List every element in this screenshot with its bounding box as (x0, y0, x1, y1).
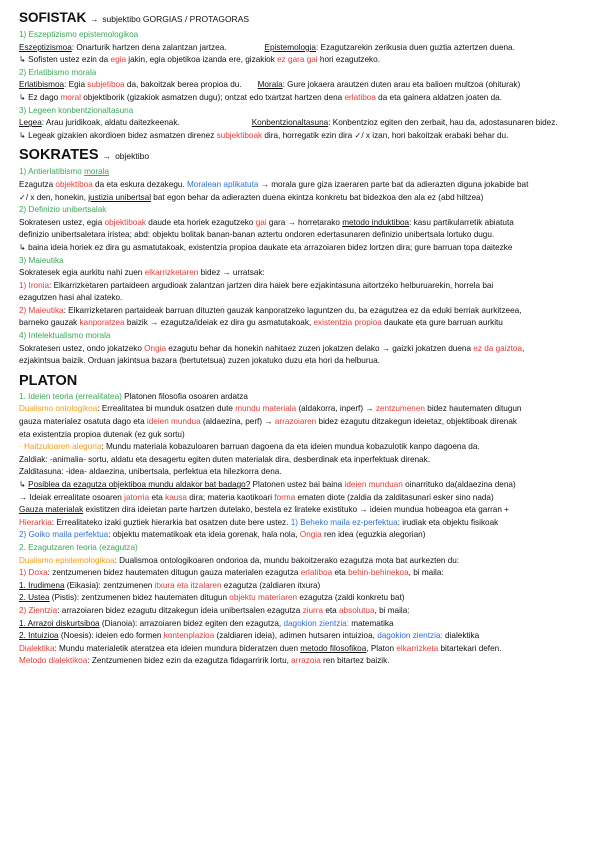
platon-line: gauza materialez osatuta dago eta ideien mundua (aldaezina, perf) → arrazoiaren bidez ezagutu ditzakegun ideietaz, objektiboak direnak (19, 417, 517, 427)
sokrates-line: Sokratesen ustez, ondo jokatzeko Ongia ezagutu behar da honekin nahitaez zuzen jokatzen delako → gaizki jokatzen duena ez da gaiztoa, (19, 343, 525, 353)
sokrates-line: ezagutzen hasi ahal izateko. (19, 293, 123, 303)
sofistak-line: Erlatibismoa: Egia subjetiboa da, bakoitzak berea propioa du. Morala: Gure jokaera arautzen duten arau eta balioen multzoa (ohiturak) (19, 80, 521, 90)
sokrates-line: Sokratesen ustez, egia objektiboak daude eta horiek ezagutzeko gai gara → horretarako metodo induktiboa: kasu partikularretik abiatuta (19, 217, 514, 227)
platon-line: Hierarkia: Errealitateko izaki guztiek hierarkia bat osatzen dute bere ustez. 1) Beheko maila ez-perfektua: irudiak eta objektu fisikoak (19, 517, 499, 527)
sofistak-subtitle: subjektibo GORGIAS / PROTAGORAS (102, 14, 250, 24)
sokrates-line: definizio unibertsaletara iristea; abd: objektu bolitak banan-banan aztertu ondoren edertasunaren definizio unibertsala lortuko dugu. (19, 230, 495, 240)
heading-sokrates (19, 147, 585, 164)
sofistak-arrow: → (90, 14, 99, 24)
platon-line: eta existentzia propioa dutenak (ez guk sortu) (19, 429, 185, 439)
platon-line: Dualismo epistemologikoa: Dualismoa ontologikoaren ondorioa da, mundu bakoitzerako ezagutza mota bat aurkezten du: (19, 555, 460, 565)
sokrates-subtitle: objektibo (115, 151, 150, 162)
sokrates-section-3: 3) Maieutika (19, 255, 64, 265)
sofistak-line: ↳ Ez dago moral objektiborik (gizakiok asmatzen dugu); ontzat edo txartzat hartzen dena erlatiboa da eta gainera aldatzen joaten da. (19, 92, 502, 102)
platon-line: 2) Zientzia: arrazoiaren bidez ezagutu ditzakegun ideia unibertsalen ezagutza ziurra eta absolutua, bi maila: (19, 605, 410, 615)
platon-line: Gauza materialak existitzen dira ideietan parte hartzen dutelako, bestela ez lirateke existituko → ideien mundua hobeagoa eta garran + (19, 505, 509, 515)
platon-section-1: 1. Ideien teoria (errealitatea) Platonen filosofia osoaren ardatza (19, 391, 248, 401)
sokrates-section-4: 4) Intelektualismo morala (19, 331, 111, 341)
platon-line: Metodo dialektikoa: Zentzumenen bidez ezin da ezagutza fidagarririk lortu, arrazoia ren bitartez baizik. (19, 656, 390, 666)
sofistak-line: Eszeptizismoa: Onarturik hartzen dena zalantzan jartzea. Epistemologia: Ezagutzarekin zerikusia duen guztia aztertzen duena. (19, 42, 515, 52)
sokrates-title: SOKRATES (19, 147, 99, 164)
sofistak-section-2: 2) Erlatibismo morala (19, 67, 97, 77)
sofistak-line: Legea: Arau juridikoak, aldatu daitezkeenak. Konbentzionaltasuna: Konbentzioz egiten den zerbait, hau da, adostasunaren bidez. (19, 118, 558, 128)
platon-line: 1. Irudimena (Eikasia): zentzumenen itxura eta itzalaren ezagutza (zaldiaren itxura) (19, 580, 321, 590)
document-page (19, 10, 585, 668)
sokrates-section-1: 1) Antierlatibismo morala (19, 167, 110, 177)
heading-sofistak (19, 10, 585, 27)
platon-line: 1) Doxa: zentzumenen bidez hautematen ditugun gauza materialen ezagutza erlatiboa eta behin-behinekoa, bi maila: (19, 568, 444, 578)
platon-line: Dialektika: Mundu materialetik ateratzea eta ideien mundura bideratzen duen metodo filosofikoa, Platon elkarrizketa bitartekari defen. (19, 643, 502, 653)
platon-line: 2. Intuizioa (Noesis): ideien edo formen kontenplazioa (zaldiaren ideia), adimen hutsaren intuizioa, dagokion zientzia: dialektika (19, 631, 480, 641)
sokrates-arrow: → (102, 151, 112, 162)
sokrates-line: 2) Maieutika: Elkarrizketaren partaideak barruan dituzten gauzak kanporatzeko laguntzen du, ba ezagutzea ez da eduki berriak aurkitzeea, (19, 305, 522, 315)
platon-line: → Ideiak errealitate osoaren jatorria eta kausa dira; materia kaotikoari forma ematen diote (zaldia da zalditasunari esker sino nada) (19, 492, 494, 502)
platon-line: Zaldiak: -animalia- sortu, aldatu eta desagertu egiten duten materialak dira, desberdinak eta inperfektuak direnak. (19, 454, 430, 464)
platon-line: · Haitzuloaren alegoria: Mundu materiala kobazuloaren barruan dagoena da eta ideien mundua kobazulotik kanpo dagoena da. (19, 442, 480, 452)
sokrates-line: ezjakintsua baizik. Orduan jakintsua bazara (bertutetsua) zuzen jokatuko duzu eta hori da helburua. (19, 356, 380, 366)
sokrates-line: ↳ baina ideia horiek ez dira gu asmatutakoak, existentzia propioa daukate eta arrazoiaren bidez lortzen dira; gure barruan topa daitezke (19, 242, 513, 252)
sofistak-line: ↳ Sofisten ustez ezin da egia jakin, egia objetikoa izanda ere, gizakiok ez gara gai hori ezagutzeko. (19, 55, 380, 65)
sokrates-line: Ezagutza objektiboa da eta eskura dezakegu. Moralean aplikatuta → morala gure giza izaeraren parte bat da adierazten diguna jokabide bat (19, 179, 529, 189)
platon-line: Dualismo ontologikoa: Errealitatea bi munduk osatzen dute mundu materiala (aldakorra, inperf) → zentzumenen bidez hautematen ditugun (19, 404, 522, 414)
platon-title: PLATON (19, 372, 78, 389)
platon-line: 1. Arrazoi diskurtsiboa (Dianoia): arrazoiaren bidez egiten den ezagutza, dagokion zientzia: matematika (19, 618, 394, 628)
sofistak-title: SOFISTAK (19, 10, 87, 25)
sokrates-line: ✓/ x den, honekin, justizia unibertsal bat egon behar da adierazten duena ekintza konkretu bat bidezkoa den ala ez (abd hiltzea) (19, 192, 484, 202)
sokrates-line: 1) Ironia: Elkarrizketaren partaideen argudioak zalantzan jartzen dira haiek bere ezjakintasuna aitortzeko helburuarekin, horrela bai (19, 280, 494, 290)
platon-section-2: 2. Ezagutzaren teoria (ezagutza) (19, 542, 138, 552)
sofistak-section-1: 1) Eszeptizismo epistemologikoa (19, 30, 139, 39)
platon-line: 2) Goiko maila perfektua: objektu matematikoak eta ideia gorenak, hala nola, Ongia ren idea (eguzkia alegorian) (19, 530, 426, 540)
sofistak-section-3: 3) Legeen konbentzionaltasuna (19, 105, 134, 115)
sokrates-line: Sokratesek egia aurkitu nahi zuen elkarrizketaren bidez → urratsak: (19, 268, 265, 278)
platon-line: 2. Ustea (Pistis): zentzumenen bidez hautematen ditugun objektu materiaren ezagutza (zaldi konkretu bat) (19, 593, 405, 603)
sokrates-line: barneko gauzak kanporatzea baizik → ezagutza/ideiak ez dira gu asmatutakoak, existentzia propioa daukate eta gure barruan aurkitu (19, 318, 503, 328)
platon-line: Zalditasuna: -idea- aldaezina, unibertsala, perfektua eta hilezkorra dena. (19, 467, 282, 477)
heading-platon (19, 373, 585, 389)
platon-line: ↳ Posiblea da ezagutza objektiboa mundu aldakor bat badago? Platonen ustez bai baina ideien munduan oinarrituko da(aldaezina dena) (19, 480, 516, 489)
sofistak-line: ↳ Legeak gizakien akordioen bidez asmatzen direnez subjektiboak dira, horregatik ezin dira ✓/ x izan, hori bakoitzak erabaki behar du. (19, 130, 509, 140)
sokrates-section-2: 2) Definizio unibertsalak (19, 205, 107, 215)
